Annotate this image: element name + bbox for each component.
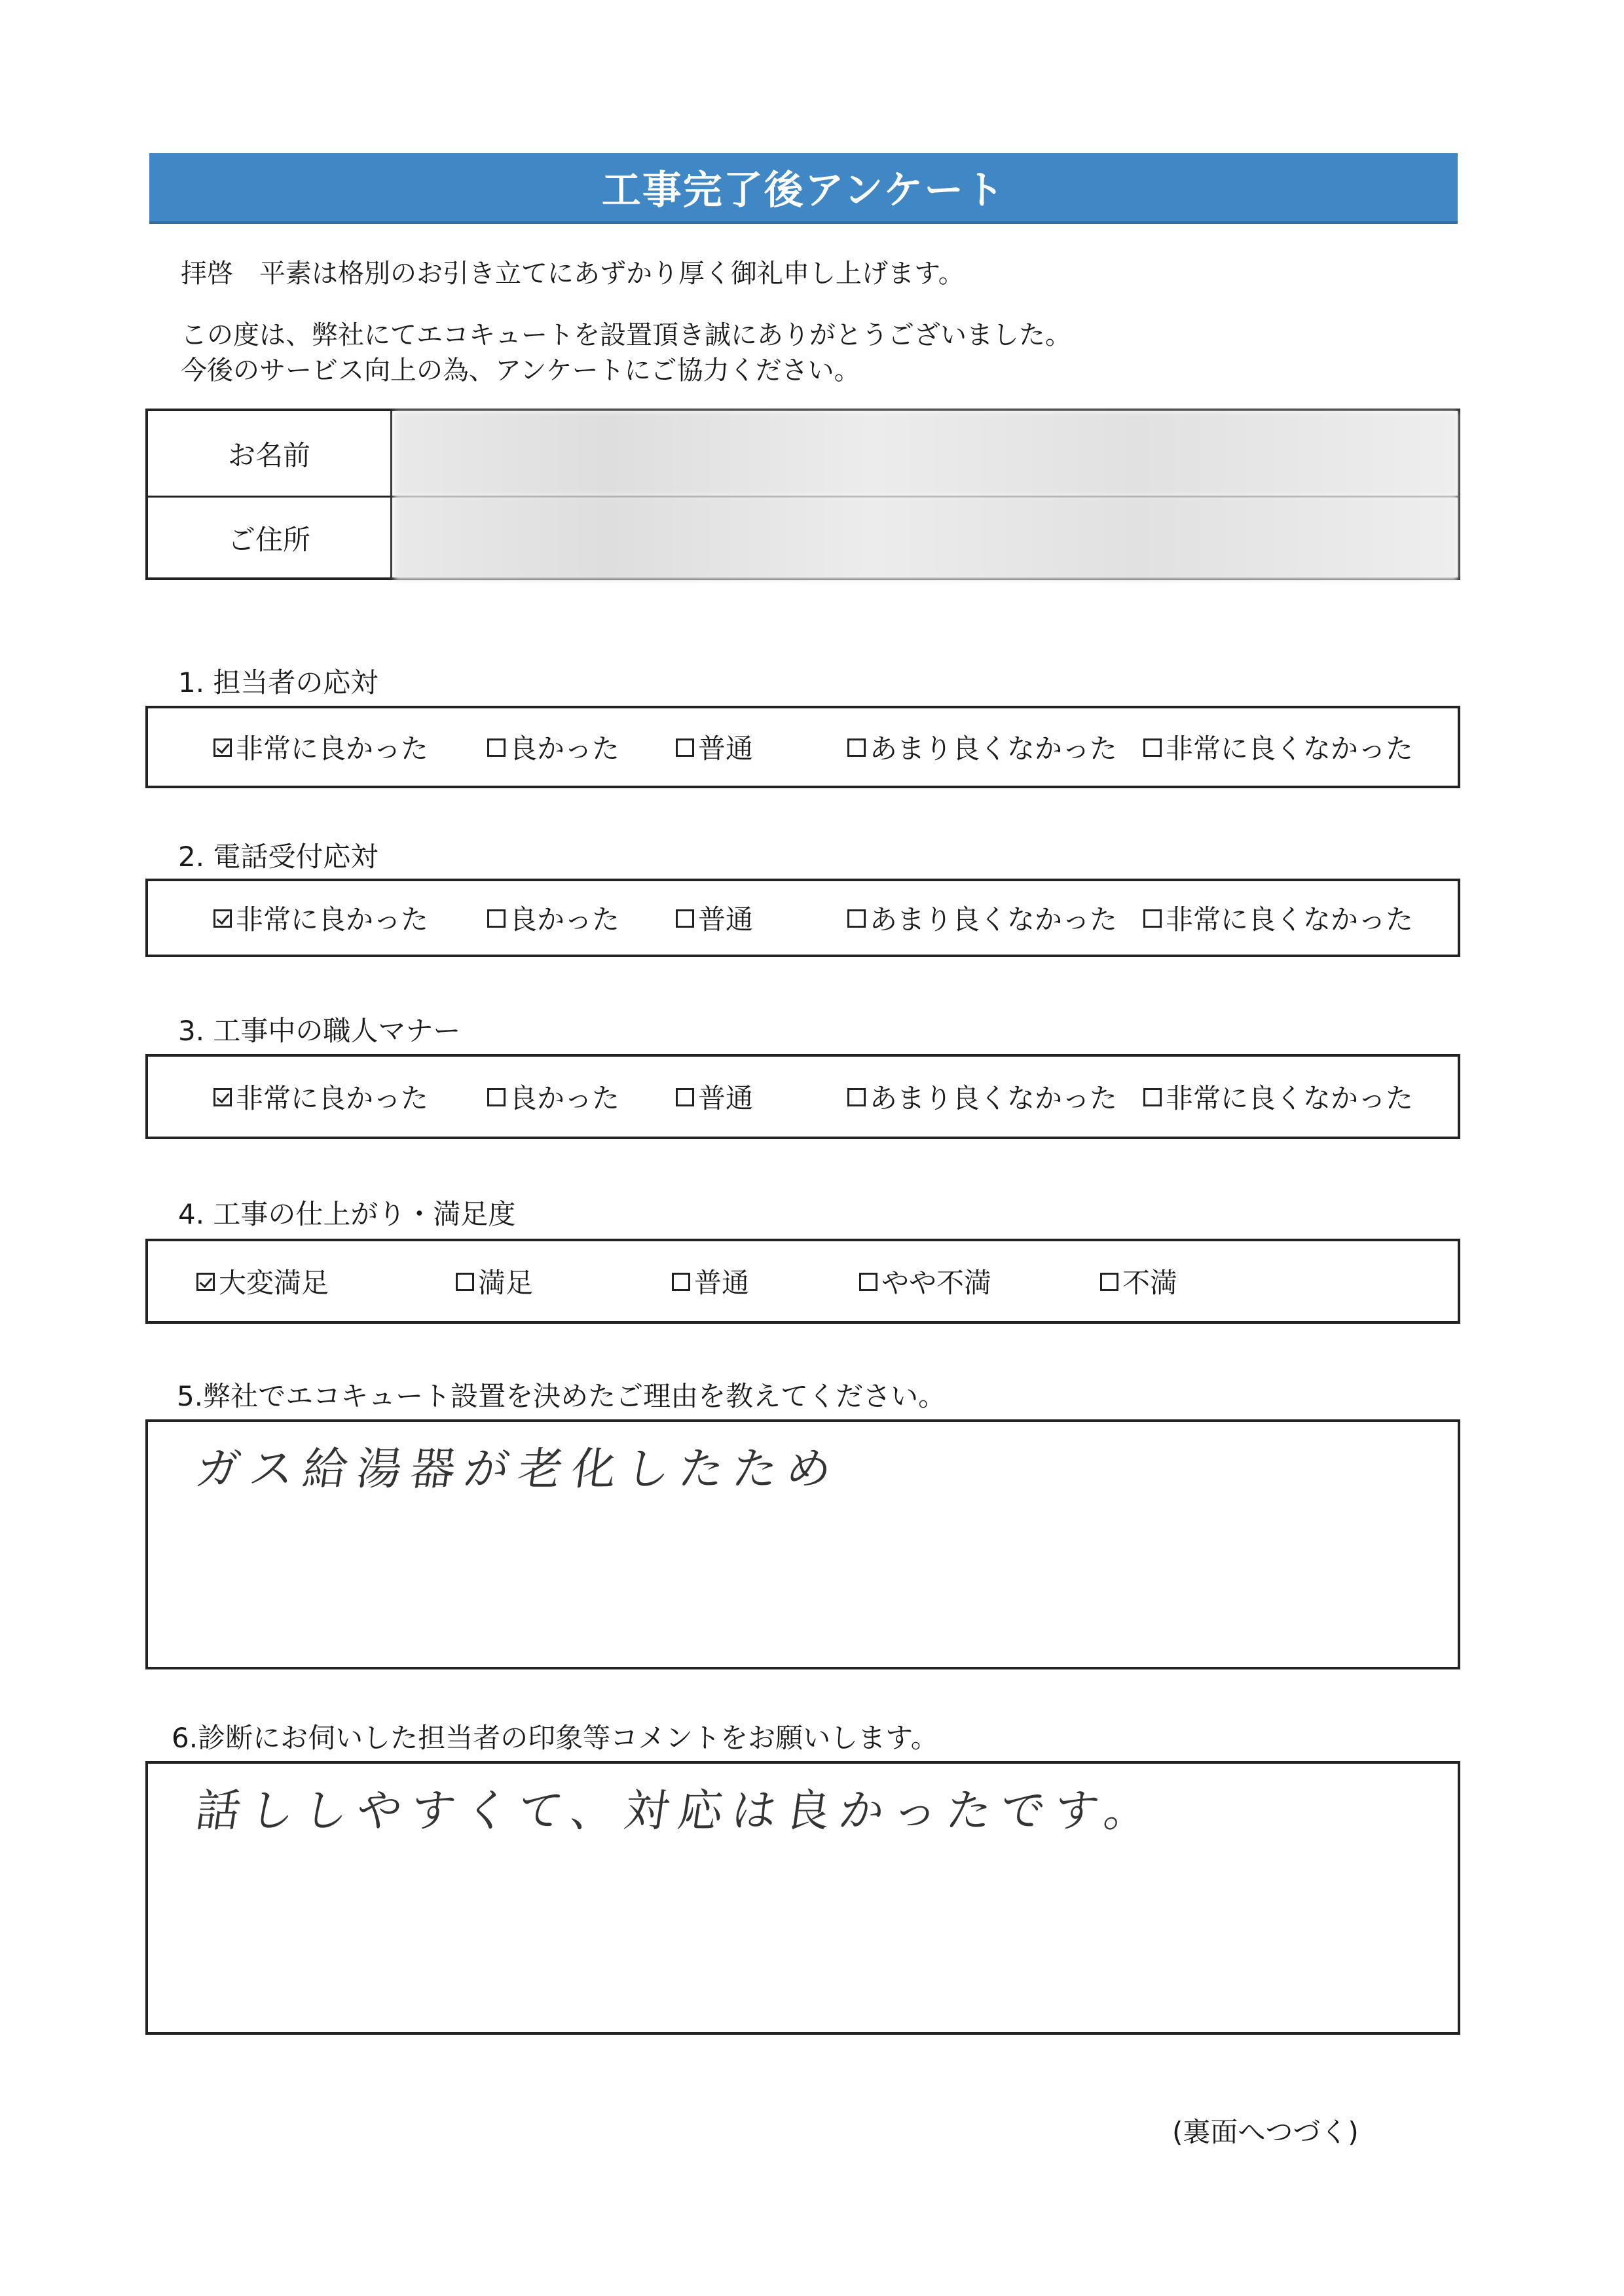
checkbox-icon[interactable] [676, 738, 694, 757]
q1-option-label: 非常に良かった [236, 733, 429, 765]
address-redacted [394, 496, 1458, 580]
checkbox-icon[interactable] [1143, 909, 1162, 928]
q1-option[interactable] [487, 708, 619, 786]
checkbox-icon[interactable] [676, 909, 694, 928]
q4-option[interactable] [456, 1241, 533, 1321]
checkbox-icon[interactable] [859, 1273, 877, 1291]
q2-option[interactable] [213, 881, 428, 955]
address-label: ご住所 [148, 496, 392, 580]
q4-title: 4. 工事の仕上がり・満足度 [178, 1198, 516, 1230]
q3-option-label: 非常に良かった [236, 1082, 429, 1114]
q2-option-label: 良かった [509, 903, 620, 936]
q4-option[interactable] [196, 1241, 329, 1321]
q4-option-label: 大変満足 [219, 1267, 329, 1299]
checkbox-icon[interactable] [196, 1273, 215, 1291]
continued-on-back-note: (裏面へつづく) [1172, 2116, 1359, 2148]
q2-option[interactable] [487, 881, 619, 955]
q2-title: 2. 電話受付応対 [178, 841, 378, 873]
q4-option[interactable] [859, 1241, 991, 1321]
q1-options [145, 706, 1460, 788]
q6-handwritten-answer: 話ししやすくて、対応は良かったです。 [192, 1785, 1162, 1837]
checkbox-icon[interactable] [213, 1088, 232, 1106]
title-banner [149, 153, 1458, 224]
q1-option-label: 非常に良くなかった [1166, 733, 1414, 765]
q1-option[interactable] [1143, 708, 1413, 786]
q2-option[interactable] [1143, 881, 1413, 955]
customer-info-table [145, 409, 1460, 580]
checkbox-icon[interactable] [676, 1088, 694, 1106]
checkbox-icon[interactable] [487, 738, 506, 757]
q4-option[interactable] [672, 1241, 749, 1321]
checkbox-icon[interactable] [213, 738, 232, 757]
q3-option[interactable] [487, 1057, 619, 1137]
q1-option-label: 良かった [509, 733, 620, 765]
q4-option-label: 満足 [478, 1267, 534, 1299]
q3-option[interactable] [1143, 1057, 1413, 1137]
name-label: お名前 [148, 411, 392, 496]
q3-option-label: 良かった [509, 1082, 620, 1114]
q2-option-label: あまり良くなかった [870, 903, 1118, 936]
q3-option[interactable] [213, 1057, 428, 1137]
q6-title: 6.診断にお伺いした担当者の印象等コメントをお願いします。 [172, 1722, 938, 1754]
q1-option[interactable] [847, 708, 1117, 786]
q3-option-label: 普通 [698, 1082, 754, 1114]
q1-option-label: あまり良くなかった [870, 733, 1118, 765]
q3-option[interactable] [676, 1057, 753, 1137]
q3-options [145, 1054, 1460, 1139]
checkbox-icon[interactable] [487, 909, 506, 928]
q3-option-label: 非常に良くなかった [1166, 1082, 1414, 1114]
checkbox-icon[interactable] [1100, 1273, 1118, 1291]
q2-option-label: 普通 [698, 903, 754, 936]
intro-thanks: この度は、弊社にてエコキュートを設置頂き誠にありがとうございました。 [181, 320, 1071, 350]
q2-options [145, 879, 1460, 957]
q1-title: 1. 担当者の応対 [178, 666, 378, 699]
q1-option-label: 普通 [698, 733, 754, 765]
checkbox-icon[interactable] [487, 1088, 506, 1106]
q5-title: 5.弊社でエコキュート設置を決めたご理由を教えてください。 [177, 1380, 946, 1412]
checkbox-icon[interactable] [1143, 738, 1162, 757]
checkbox-icon[interactable] [456, 1273, 474, 1291]
q2-option-label: 非常に良かった [236, 903, 429, 936]
checkbox-icon[interactable] [847, 738, 866, 757]
q3-title: 3. 工事中の職人マナー [178, 1015, 461, 1047]
q4-option[interactable] [1100, 1241, 1177, 1321]
q4-option-label: 普通 [694, 1267, 750, 1299]
q2-option[interactable] [847, 881, 1117, 955]
page-title: 工事完了後アンケート [601, 168, 1006, 213]
checkbox-icon[interactable] [672, 1273, 690, 1291]
intro-request: 今後のサービス向上の為、アンケートにご協力ください。 [181, 355, 860, 386]
q3-option[interactable] [847, 1057, 1117, 1137]
q2-option-label: 非常に良くなかった [1166, 903, 1414, 936]
checkbox-icon[interactable] [847, 1088, 866, 1106]
q1-option[interactable] [676, 708, 753, 786]
name-redacted [394, 411, 1458, 496]
q5-handwritten-answer: ガス給湯器が老化したため [192, 1444, 844, 1495]
q4-option-label: 不満 [1122, 1267, 1178, 1299]
checkbox-icon[interactable] [847, 909, 866, 928]
checkbox-icon[interactable] [213, 909, 232, 928]
q3-option-label: あまり良くなかった [870, 1082, 1118, 1114]
q4-options [145, 1239, 1460, 1324]
address-row [148, 496, 1458, 580]
name-row [148, 411, 1458, 498]
q2-option[interactable] [676, 881, 753, 955]
q1-option[interactable] [213, 708, 428, 786]
checkbox-icon[interactable] [1143, 1088, 1162, 1106]
q4-option-label: やや不満 [881, 1267, 992, 1299]
intro-greeting: 拝啓 平素は格別のお引き立てにあずかり厚く御礼申し上げます。 [181, 259, 965, 289]
